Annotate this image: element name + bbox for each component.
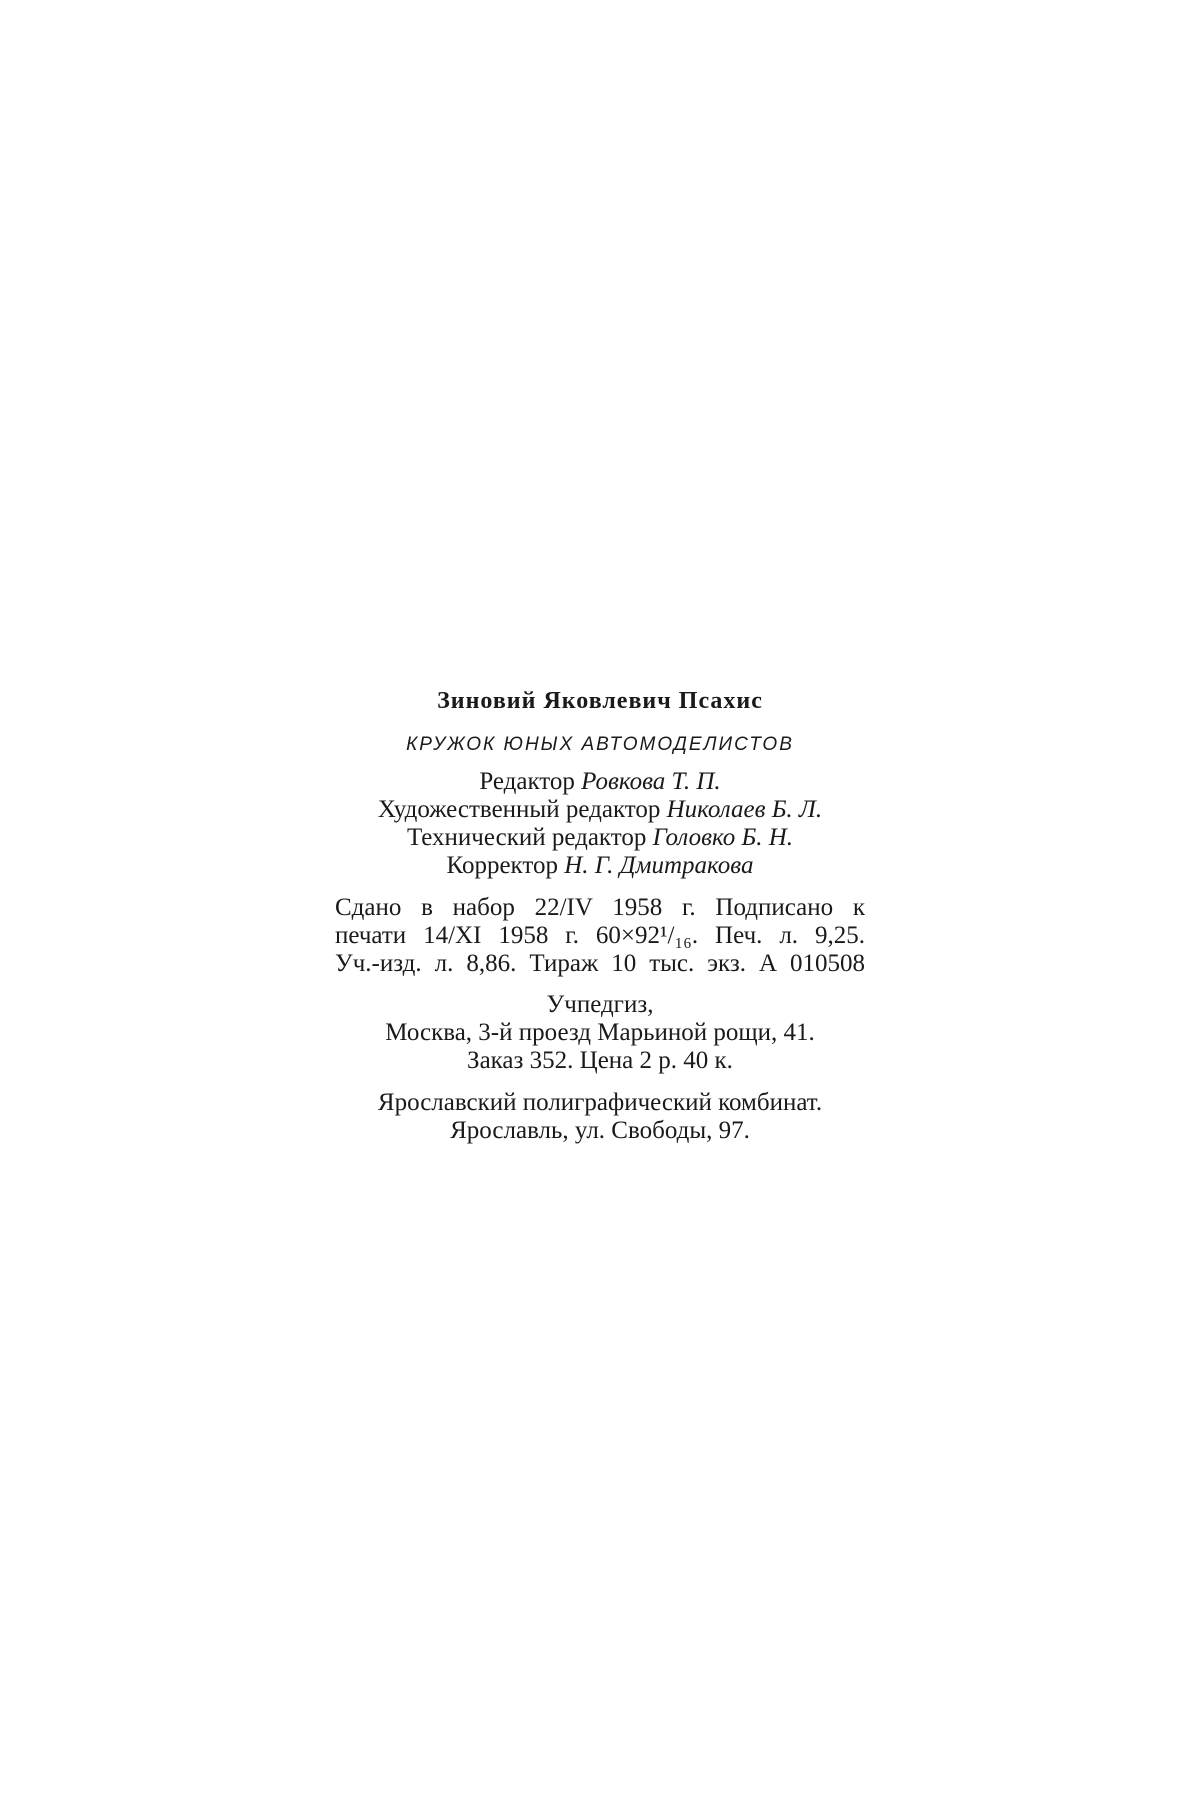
credit-art-editor xyxy=(0,795,1200,825)
credit-person: Н. Г. Дмитракова xyxy=(564,852,754,879)
print-info-line: печати 14/XI 1958 г. 60×92¹/₁₆. Печ. л. 9,25. xyxy=(335,922,865,949)
credit-person: Головко Б. Н. xyxy=(652,824,794,851)
credit-person: Николаев Б. Л. xyxy=(666,796,823,823)
publisher-line: Москва, 3-й проезд Марьиной рощи, 41. xyxy=(385,1019,815,1046)
author-name: Зиновий Яковлевич Псахис xyxy=(437,688,763,714)
credit-tech-editor xyxy=(0,823,1200,853)
credit-person: Ровкова Т. П. xyxy=(581,768,721,795)
credit-role: Технический редактор xyxy=(406,824,647,851)
credit-editor xyxy=(0,767,1200,797)
publisher-line: Заказ 352. Цена 2 р. 40 к. xyxy=(467,1047,733,1074)
credit-role: Редактор xyxy=(479,768,575,795)
credit-role: Художественный редактор xyxy=(377,796,661,823)
print-info-line: Сдано в набор 22/IV 1958 г. Подписано к xyxy=(335,894,865,921)
credit-proofreader xyxy=(0,851,1200,881)
credit-role: Корректор xyxy=(446,852,558,879)
print-info-line: Уч.-изд. л. 8,86. Тираж 10 тыс. экз. А 010508 xyxy=(335,950,865,977)
publisher-line: Учпедгиз, xyxy=(546,991,654,1018)
book-title: КРУЖОК ЮНЫХ АВТОМОДЕЛИСТОВ xyxy=(406,734,794,755)
printer-line: Ярославский полиграфический комбинат. xyxy=(377,1089,823,1116)
printer-line: Ярославль, ул. Свободы, 97. xyxy=(450,1117,750,1144)
